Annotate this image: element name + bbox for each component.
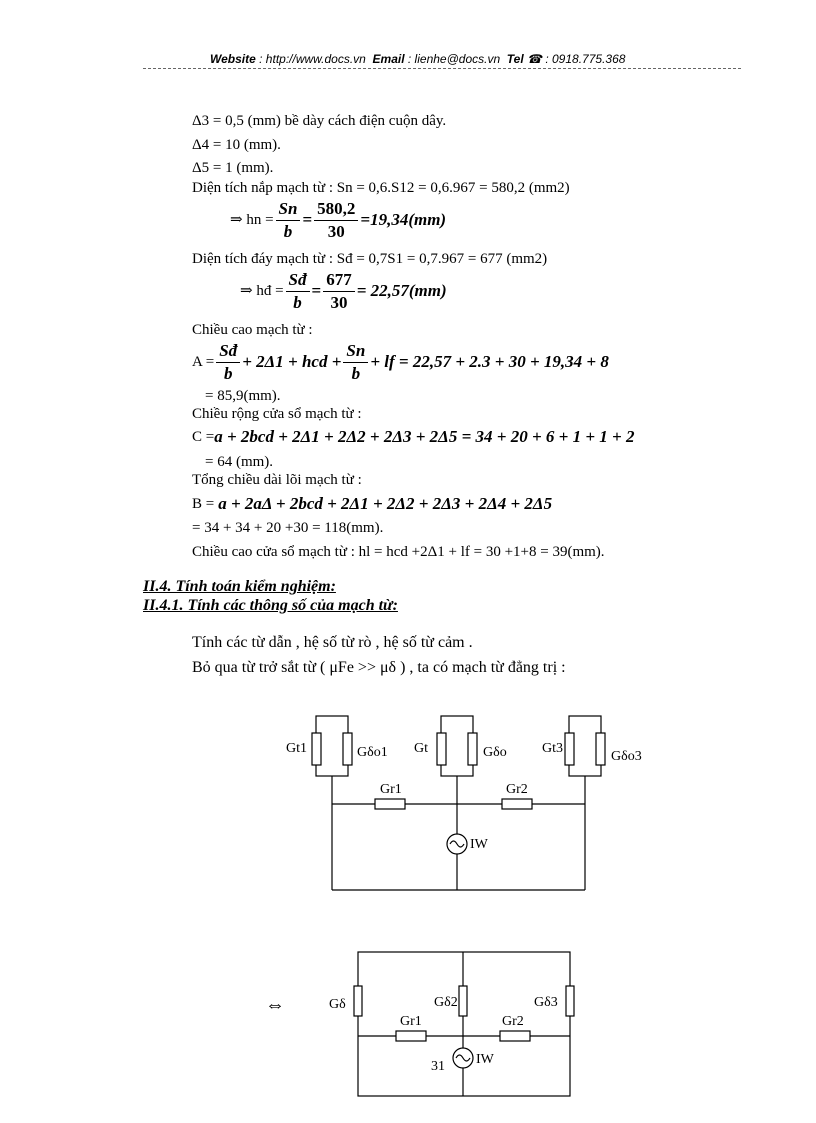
hd-num2: 677 bbox=[323, 269, 355, 292]
equation-hd: ⇒ hđ = $\frac{Sđ}{b}$ = $\frac{677}{30}$ = 22,57(mm) bbox=[240, 267, 447, 315]
tel-label: Tel bbox=[506, 52, 524, 66]
line-sn: Diện tích nắp mạch từ : Sn = 0,6.S12 = 0,6.967 = 580,2 (mm2) bbox=[192, 180, 570, 196]
hd-num: Sđ bbox=[286, 269, 310, 292]
c2-gd2: Gδ2 bbox=[434, 995, 458, 1010]
c-lhs: C = bbox=[192, 429, 215, 445]
hn-den: b bbox=[283, 221, 293, 241]
heading-ii41: II.4.1. Tính các thông số của mạch từ: bbox=[143, 597, 398, 614]
c2-iw: IW bbox=[476, 1052, 494, 1067]
c2-number: 31 bbox=[431, 1059, 445, 1074]
website-value[interactable]: : http://www.docs.vn bbox=[259, 52, 366, 66]
a-title: Chiều cao mạch từ : bbox=[192, 322, 313, 338]
c-title: Chiều rộng cửa sổ mạch từ : bbox=[192, 406, 362, 422]
paragraph-1: Tính các từ dẫn , hệ số từ rò , hệ số từ cảm . bbox=[192, 634, 473, 651]
a-rhs: + lf = 22,57 + 2.3 + 30 + 19,34 + 8 bbox=[370, 352, 609, 371]
c-result: = 64 (mm). bbox=[205, 454, 274, 470]
c2-gr1: Gr1 bbox=[400, 1014, 422, 1029]
hn-num2: 580,2 bbox=[314, 198, 358, 221]
c2-gd3: Gδ3 bbox=[534, 995, 558, 1010]
c2-gd: Gδ bbox=[329, 997, 346, 1012]
b-lhs: B = bbox=[192, 496, 215, 512]
heading-ii4: II.4. Tính toán kiểm nghiệm: bbox=[143, 578, 336, 595]
b-expression: a + 2aΔ + 2bcd + 2Δ1 + 2Δ2 + 2Δ3 + 2Δ4 + 2Δ5 bbox=[218, 494, 553, 513]
line-sd: Diện tích đáy mạch từ : Sđ = 0,7S1 = 0,7.967 = 677 (mm2) bbox=[192, 251, 548, 267]
line-delta5: Δ5 = 1 (mm). bbox=[192, 160, 274, 176]
equivalent-icon: ⇔ bbox=[265, 994, 285, 1016]
c1-gdo: Gδo bbox=[483, 745, 507, 760]
c1-gdo3: Gδo3 bbox=[611, 749, 642, 764]
c-expression: a + 2bcd + 2Δ1 + 2Δ2 + 2Δ3 + 2Δ5 = 34 + 20 + 6 + 1 + 1 + 2 bbox=[214, 427, 635, 446]
b-result: = 34 + 34 + 20 +30 = 118(mm). bbox=[192, 520, 384, 536]
hd-den2: 30 bbox=[330, 292, 348, 312]
hn-lhs: ⇒ hn = bbox=[230, 212, 274, 228]
a-f1-den: b bbox=[223, 363, 233, 383]
c1-gt: Gt bbox=[414, 741, 428, 756]
tel-value: : 0918.775.368 bbox=[545, 52, 626, 66]
phone-icon: ☎ bbox=[527, 52, 542, 66]
a-f2-num: Sn bbox=[343, 340, 368, 363]
hn-result: =19,34(mm) bbox=[360, 210, 447, 229]
c2-gr2: Gr2 bbox=[502, 1014, 524, 1029]
hn-num: Sn bbox=[276, 198, 301, 221]
email-value[interactable]: : lienhe@docs.vn bbox=[407, 52, 501, 66]
paragraph-2: Bỏ qua từ trở sắt từ ( μFe >> μδ ) , ta có mạch từ đẳng trị : bbox=[192, 659, 566, 676]
c1-gr2: Gr2 bbox=[506, 782, 528, 797]
hn-den2: 30 bbox=[327, 221, 345, 241]
a-f1-num: Sđ bbox=[216, 340, 240, 363]
a-result: = 85,9(mm). bbox=[205, 388, 281, 404]
line-h1: Chiều cao cửa sổ mạch từ : hl = hcd +2Δ1 + lf = 30 +1+8 = 39(mm). bbox=[192, 544, 605, 560]
a-middle: + 2Δ1 + hcd + bbox=[242, 352, 342, 371]
b-title: Tổng chiều dài lõi mạch từ : bbox=[192, 472, 362, 488]
equation-hn: ⇒ hn = $\frac{Sn}{b}$ = $\frac{580,2}{30}$ =19,34(mm) bbox=[230, 196, 446, 244]
hd-den: b bbox=[293, 292, 302, 312]
email-label: Email bbox=[372, 52, 405, 66]
hd-lhs: ⇒ hđ = bbox=[240, 283, 284, 299]
line-delta3: Δ3 = 0,5 (mm) bề dày cách điện cuộn dây. bbox=[192, 113, 447, 129]
c1-gt3: Gt3 bbox=[542, 741, 563, 756]
c1-gt1: Gt1 bbox=[286, 741, 307, 756]
c1-gdo1: Gδo1 bbox=[357, 745, 388, 760]
a-f2-den: b bbox=[351, 363, 361, 383]
c1-iw: IW bbox=[470, 837, 488, 852]
website-label: Website bbox=[210, 52, 256, 66]
hd-result: = 22,57(mm) bbox=[356, 281, 447, 300]
c1-gr1: Gr1 bbox=[380, 782, 402, 797]
a-lhs: A = bbox=[192, 354, 215, 370]
line-delta4: Δ4 = 10 (mm). bbox=[192, 137, 281, 153]
